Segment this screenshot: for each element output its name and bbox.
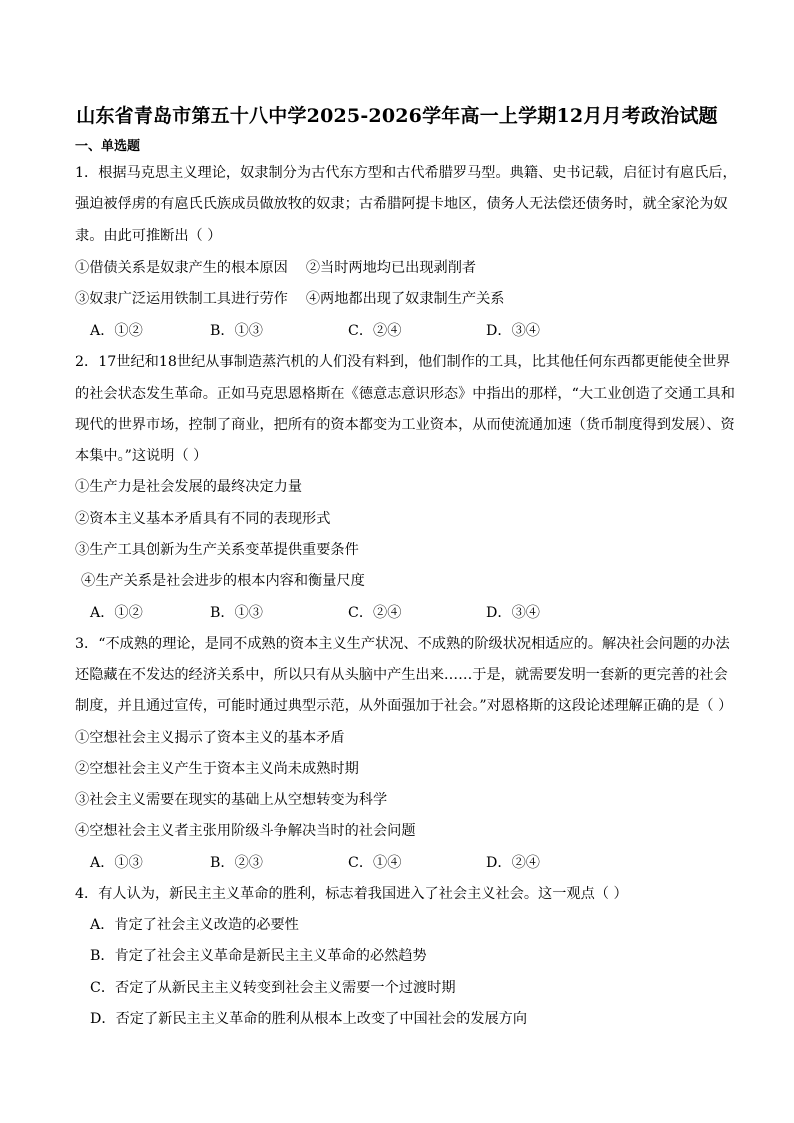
statement-line: ①空想社会主义揭示了资本主义的基本矛盾 bbox=[75, 730, 345, 746]
option-c[interactable]: C．②④ bbox=[348, 323, 402, 339]
statement-line: ②空想社会主义产生于资本主义尚未成熟时期 bbox=[75, 761, 359, 777]
question-text-line: 现代的世界市场，控制了商业，把所有的资本都变为工业资本，从而使流通加速（货币制度得到发展）、资 bbox=[75, 417, 735, 433]
option-d[interactable]: D．③④ bbox=[486, 323, 540, 339]
question-text-line: 隶。由此可推断出（ ） bbox=[75, 228, 222, 244]
option-a[interactable]: A．①③ bbox=[90, 855, 143, 871]
statement-line: ④生产关系是社会进步的根本内容和衡量尺度 bbox=[81, 573, 365, 589]
option-b[interactable]: B．②③ bbox=[210, 855, 263, 871]
statement-line: ①生产力是社会发展的最终决定力量 bbox=[75, 479, 303, 495]
option-b[interactable]: B．①③ bbox=[210, 605, 263, 621]
option-a[interactable]: A．肯定了社会主义改造的必要性 bbox=[90, 917, 299, 933]
question-text-line: 1．根据马克思主义理论，奴隶制分为古代东方型和古代希腊罗马型。典籍、史书记载，启征讨有扈氏后， bbox=[75, 165, 737, 181]
question-text-line: 的社会状态发生革命。正如马克思恩格斯在《德意志意识形态》中指出的那样，“大工业创造了交通工具和 bbox=[75, 386, 735, 402]
option-d[interactable]: D．②④ bbox=[486, 855, 540, 871]
statement-line: ③社会主义需要在现实的基础上从空想转变为科学 bbox=[75, 792, 388, 808]
question-text-line: 2．17世纪和18世纪从事制造蒸汽机的人们没有料到，他们制作的工具，比其他任何东西都更能使全世界 bbox=[75, 354, 731, 370]
question-text-line: 本集中。”这说明（ ） bbox=[75, 448, 208, 464]
question-text-line: 制度，并且通过宣传，可能时通过典型示范，从外面强加于社会。”对恩格斯的这段论述理解正确的是（ ） bbox=[75, 698, 733, 714]
statement-line: ③生产工具创新为生产关系变革提供重要条件 bbox=[75, 542, 359, 558]
section-heading: 一、单选题 bbox=[75, 139, 141, 154]
statement-line: ④空想社会主义者主张用阶级斗争解决当时的社会问题 bbox=[75, 823, 416, 839]
option-c[interactable]: C．②④ bbox=[348, 605, 402, 621]
option-b[interactable]: B．①③ bbox=[210, 323, 263, 339]
option-d[interactable]: D．③④ bbox=[486, 605, 540, 621]
option-c[interactable]: C．①④ bbox=[348, 855, 402, 871]
option-d[interactable]: D．否定了新民主主义革命的胜利从根本上改变了中国社会的发展方向 bbox=[90, 1011, 528, 1027]
statement-line: ②资本主义基本矛盾具有不同的表现形式 bbox=[75, 511, 331, 527]
question-text-line: 还隐藏在不发达的经济关系中，所以只有从头脑中产生出来……于是，就需要发明一套新的更完善的社会 bbox=[75, 667, 728, 683]
question-text-line: 3．“不成熟的理论，是同不成熟的资本主义生产状况、不成熟的阶级状况相适应的。解决社会问题的办法 bbox=[75, 636, 730, 652]
statement-line: ①借债关系是奴隶产生的根本原因 ②当时两地均已出现剥削者 bbox=[75, 260, 477, 276]
exam-title: 山东省青岛市第五十八中学2025-2026学年高一上学期12月月考政治试题 bbox=[76, 105, 718, 127]
option-a[interactable]: A．①② bbox=[90, 605, 143, 621]
option-c[interactable]: C．否定了从新民主主义转变到社会主义需要一个过渡时期 bbox=[90, 980, 456, 996]
option-a[interactable]: A．①② bbox=[90, 323, 143, 339]
statement-line: ③奴隶广泛运用铁制工具进行劳作 ④两地都出现了奴隶制生产关系 bbox=[75, 291, 505, 307]
question-text-line: 强迫被俘虏的有扈氏氏族成员做放牧的奴隶；古希腊阿提卡地区，债务人无法偿还债务时，就全家沦为奴 bbox=[75, 196, 728, 212]
option-b[interactable]: B．肯定了社会主义革命是新民主主义革命的必然趋势 bbox=[90, 948, 427, 964]
question-text-line: 4．有人认为，新民主主义革命的胜利，标志着我国进入了社会主义社会。这一观点（ ） bbox=[75, 886, 628, 902]
